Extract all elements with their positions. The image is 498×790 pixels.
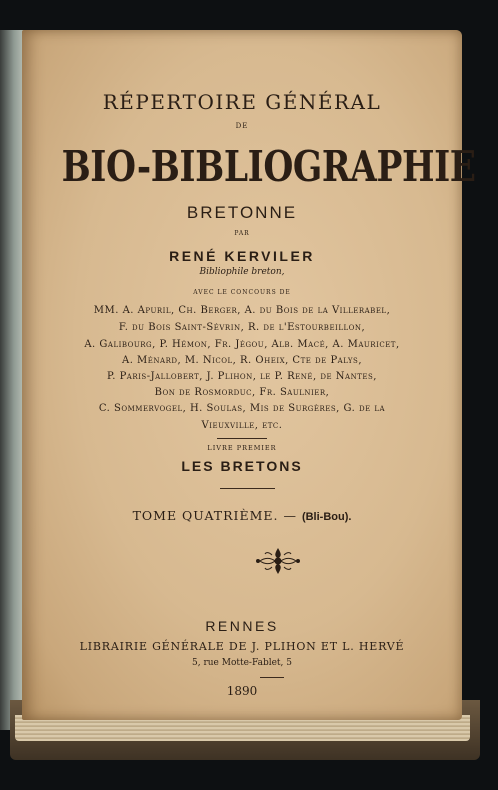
- volume-range: (Bli-Bou).: [301, 511, 352, 523]
- title-line-main: BIO-BIBLIOGRAPHIE: [61, 142, 476, 191]
- section-title: LES BRETONS: [181, 458, 303, 474]
- title-line-repertoire: RÉPERTOIRE GÉNÉRAL: [102, 90, 382, 114]
- publisher-name: LIBRAIRIE GÉNÉRALE DE J. PLIHON ET L. HERVÉ: [79, 640, 405, 653]
- title-line-bretonne: BRETONNE: [186, 203, 298, 222]
- contributors-intro: AVEC LE CONCOURS DE: [193, 289, 291, 296]
- author-role: Bibliophile breton,: [199, 267, 285, 277]
- par-label: PAR: [234, 230, 250, 237]
- contributor-line: Vieuxville, etc.: [201, 420, 283, 431]
- title-line-de: DE: [235, 122, 249, 130]
- contributor-line: F. du Bois Saint-Sévrin, R. de l'Estourbeillon,: [118, 322, 366, 333]
- tome-label: TOME QUATRIÈME. —: [132, 508, 297, 523]
- divider-rule: [260, 677, 284, 678]
- divider-rule: [217, 438, 267, 439]
- floral-fleuron-icon: [254, 546, 302, 576]
- author-name: RENÉ KERVILER: [169, 248, 315, 264]
- contributor-line: C. Sommervogel, H. Soulas, Mis de Surgères, G. de la: [98, 403, 386, 414]
- contributor-line: Bon de Rosmorduc, Fr. Saulnier,: [154, 387, 330, 398]
- publication-year: 1890: [226, 684, 258, 698]
- livre-label: LIVRE PREMIER: [207, 444, 277, 452]
- contributor-line: A. Ménard, M. Nicol, R. Oheix, Cte de Palys,: [121, 355, 363, 366]
- title-page: [22, 30, 476, 720]
- divider-rule: [220, 488, 275, 489]
- tome-line: [22, 508, 462, 523]
- publisher-address: 5, rue Motte-Fablet, 5: [192, 658, 292, 668]
- contributor-line: P. Paris-Jallobert, J. Plihon, le P. René, de Nantes,: [107, 371, 377, 382]
- contributor-line: A. Galibourg, P. Hémon, Fr. Jégou, Alb. Macé, A. Mauricet,: [84, 339, 400, 350]
- publisher-city: RENNES: [205, 618, 279, 634]
- contributor-line: MM. A. Apuril, Ch. Berger, A. du Bois de la Villerabel,: [93, 305, 391, 316]
